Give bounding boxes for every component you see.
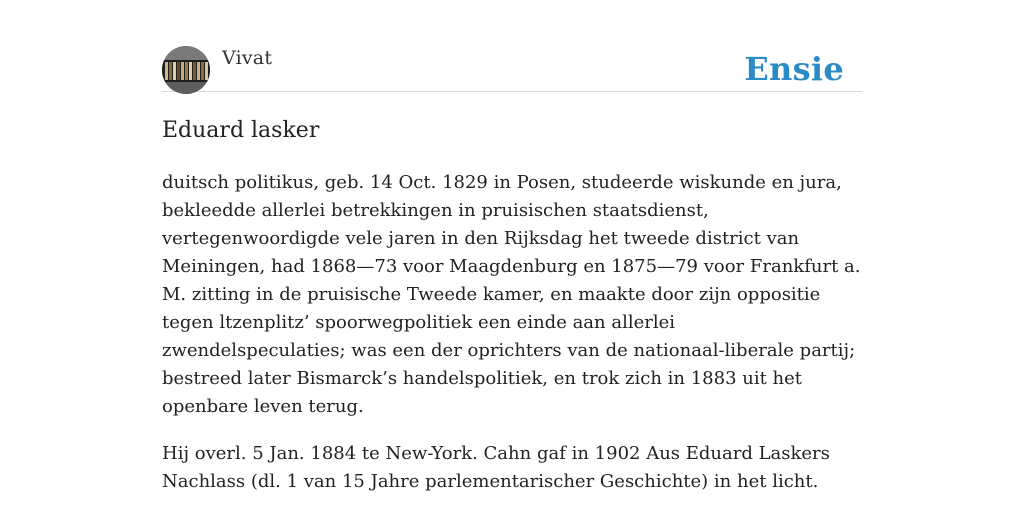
- article-paragraph: Hij overl. 5 Jan. 1884 te New-York. Cahn gaf in 1902 Aus Eduard Laskers Nachlass (dl. 1 van 15 Jahre parlementarischer Geschichte) in het licht.: [162, 443, 830, 492]
- page-title: Eduard lasker: [162, 118, 320, 143]
- brand-logo[interactable]: Ensie: [744, 50, 844, 88]
- books-avatar-icon[interactable]: [162, 46, 210, 94]
- header: [162, 46, 862, 92]
- article-container: [162, 46, 862, 496]
- site-name[interactable]: Vivat: [222, 47, 273, 69]
- article-paragraph: duitsch politikus, geb. 14 Oct. 1829 in Posen, studeerde wiskunde en jura, bekleedde allerlei betrekkingen in pruisischen staatsdienst, vertegenwoordigde vele jaren in den Rijksdag het tweede district van Meiningen, had 1868—73 voor Maagdenburg en 1875—79 voor Frankfurt a. M. zitting in de pruisische Tweede kamer, en maakte door zijn oppositie tegen ltzenplitz’ spoorwegpolitiek een einde aan allerlei zwendelspeculaties; was een der oprichters van de nationaal-liberale partij; bestreed later Bismarck’s handelspolitiek, en trok zich in 1883 uit het openbare leven terug.: [162, 172, 861, 417]
